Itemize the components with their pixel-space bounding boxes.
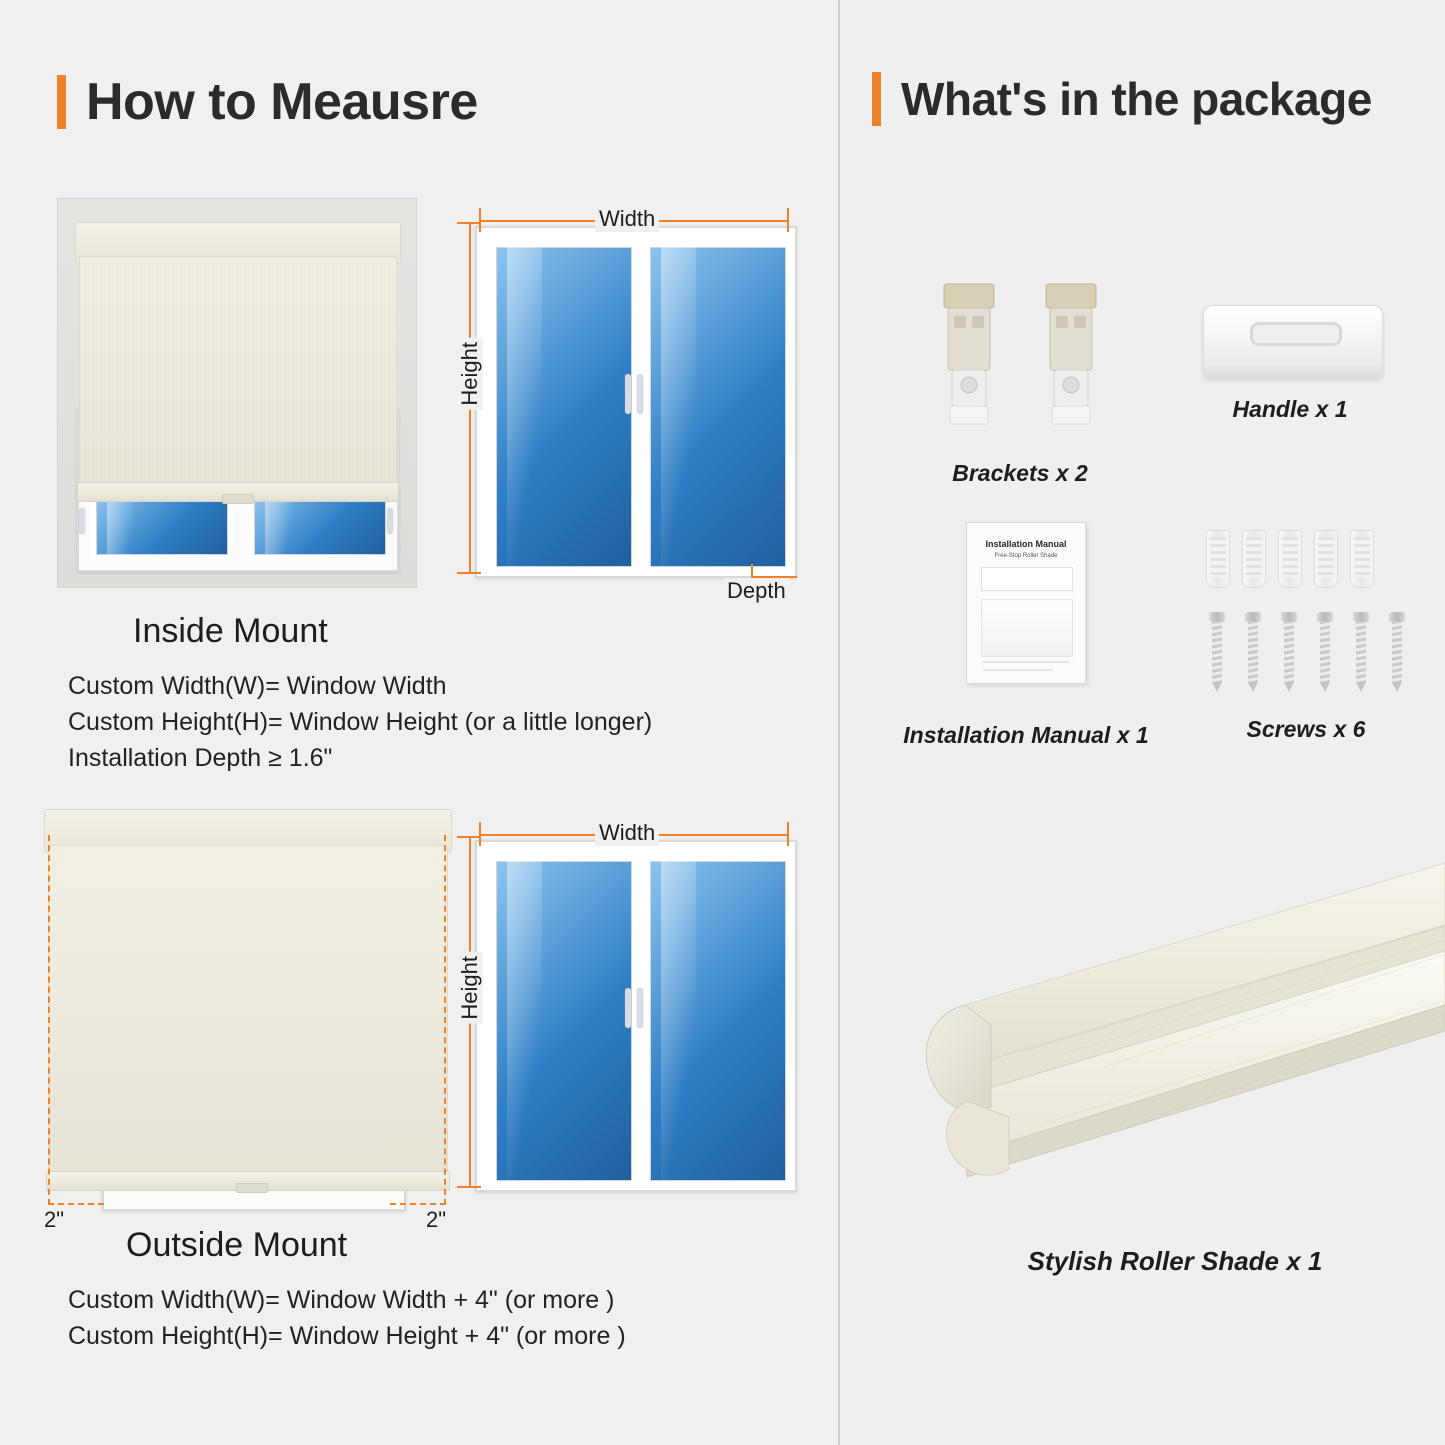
inside-mount-shade-illustration [57,198,417,588]
window-sash-left [91,494,233,560]
screw-tip [1248,682,1258,692]
outside-height-tick-bottom [457,1186,481,1188]
screw-tip [1284,682,1294,692]
package-contents-heading [872,72,1372,126]
screw-shaft [1248,621,1258,683]
outside-measure-handle-left [625,988,631,1028]
wall-anchor-1 [1206,530,1230,588]
screw-shaft [1284,621,1294,683]
brackets-caption: Brackets x 2 [952,460,1088,486]
handle-lip [1204,362,1382,378]
width-tick-left [479,208,481,232]
panel-divider [838,0,840,1445]
screw-tip [1356,682,1366,692]
screw-4 [1317,612,1333,692]
window-sash-right [249,494,391,560]
inside-mount-note-1: Custom Width(W)= Window Width [68,672,447,700]
roller-shade-caption: Stylish Roller Shade x 1 [1027,1246,1323,1276]
screw-5 [1353,612,1369,692]
inside-mount-notes [68,668,768,776]
outside-mount-title: Outside Mount [126,1226,348,1264]
outside-width-label: Width [595,820,659,846]
height-tick-bottom [457,572,481,574]
wall-anchor-5 [1350,530,1374,588]
outside-measure-sash-left [489,854,639,1188]
sash-handle-left [79,508,85,534]
outside-shade-fabric [48,845,448,1177]
height-tick-top [457,222,481,224]
bracket-icon-right [1042,280,1100,430]
width-label: Width [595,206,659,232]
screw-tip [1392,682,1402,692]
outside-measure-sash-right [643,854,793,1188]
screw-shaft [1392,621,1402,683]
outside-mount-notes [68,1282,788,1354]
heading-text-right: What's in the package [901,73,1372,125]
outside-height-label: Height [457,952,483,1024]
handle-caption: Handle x 1 [1232,396,1348,422]
manual-diagram [981,599,1073,657]
width-tick-right [787,208,789,232]
bracket-icon-left [940,280,998,430]
screw-tip [1320,682,1330,692]
outside-width-tick-left [479,822,481,846]
screw-shaft [1320,621,1330,683]
manual-subtitle: Free-Stop Roller Shade [994,553,1058,559]
inside-mount-note-3: Installation Depth ≥ 1.6" [68,744,333,772]
outside-height-tick-top [457,836,481,838]
outside-mount-measure-illustration [455,812,805,1212]
depth-label: Depth [723,578,790,604]
screw-2 [1245,612,1261,692]
outside-mount-note-2: Custom Height(H)= Window Height + 4" (or more ) [68,1322,626,1350]
shade-fabric [79,256,397,486]
heading-accent-bar [57,75,66,129]
shade-pull-tab [222,494,254,504]
manual-caption: Installation Manual x 1 [903,722,1149,748]
outside-mount-note-1: Custom Width(W)= Window Width + 4" (or more ) [68,1286,615,1314]
installation-manual-icon [966,522,1086,684]
height-label: Height [457,338,483,410]
outside-measure-handle-right [637,988,643,1028]
how-to-measure-heading [57,72,478,132]
handle-icon [1203,305,1383,379]
outside-mount-shade-illustration [40,805,460,1232]
screw-3 [1281,612,1297,692]
screw-1 [1209,612,1225,692]
outside-width-tick-right [787,822,789,846]
manual-text-line-1 [983,661,1069,663]
screw-shaft [1212,621,1222,683]
outside-shade-pull-tab [236,1183,268,1193]
extend-label-left: 2" [40,1207,68,1233]
screws-caption: Screws x 6 [1246,716,1366,742]
measure-handle-right [637,374,643,414]
roller-shade-hero-image [905,855,1445,1255]
measure-handle-left [625,374,631,414]
measure-sash-right [643,240,793,574]
wall-anchor-2 [1242,530,1266,588]
inside-mount-measure-illustration [455,198,805,603]
extend-label-right: 2" [422,1207,450,1233]
handle-grip-slot [1250,322,1342,346]
measure-sash-left [489,240,639,574]
wall-anchor-3 [1278,530,1302,588]
heading-accent-bar-right [872,72,881,126]
sash-handle-right [387,508,393,534]
screw-tip [1212,682,1222,692]
extend-measure-right [390,1203,446,1205]
screw-shaft [1356,621,1366,683]
extend-guide-left [48,835,50,1205]
manual-step-row [981,567,1073,591]
manual-title: Installation Manual [985,539,1067,549]
extend-guide-right [444,835,446,1205]
manual-text-line-2 [983,669,1053,671]
screw-6 [1389,612,1405,692]
inside-mount-title: Inside Mount [133,612,328,650]
wall-anchor-4 [1314,530,1338,588]
heading-text: How to Meausre [86,73,478,131]
extend-measure-left [48,1203,104,1205]
inside-mount-note-2: Custom Height(H)= Window Height (or a little longer) [68,708,653,736]
